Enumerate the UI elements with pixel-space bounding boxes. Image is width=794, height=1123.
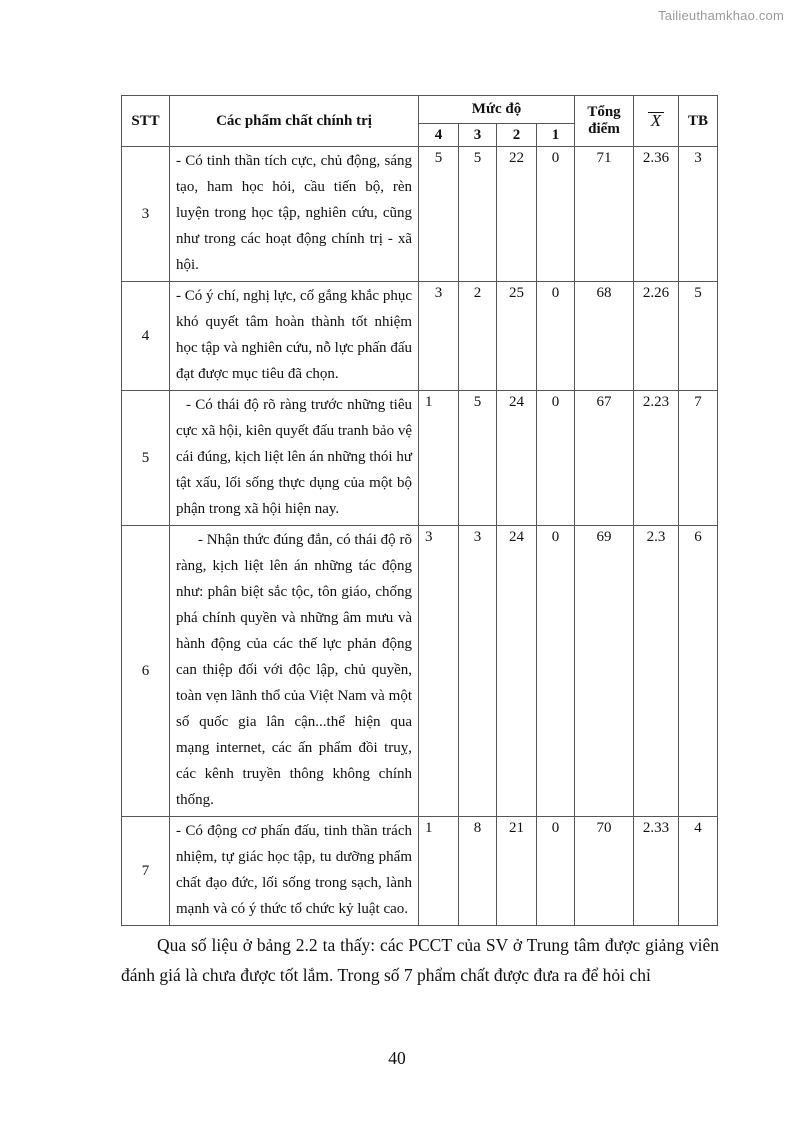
header-stt: STT	[122, 96, 170, 147]
row-level-4: 3	[419, 526, 459, 817]
row-total: 71	[575, 147, 634, 282]
row-level-4: 1	[419, 391, 459, 526]
row-level-1: 0	[537, 147, 575, 282]
row-level-3: 5	[459, 391, 497, 526]
row-level-4: 3	[419, 282, 459, 391]
row-rank: 3	[679, 147, 718, 282]
row-mean: 2.26	[634, 282, 679, 391]
mean-symbol: X	[648, 112, 664, 129]
row-stt: 3	[122, 147, 170, 282]
header-mean	[634, 96, 679, 147]
row-rank: 6	[679, 526, 718, 817]
row-level-4: 1	[419, 817, 459, 926]
row-quality-text: - Có tinh thần tích cực, chủ động, sáng tạo, ham học hỏi, cầu tiến bộ, rèn luyện trong học tập, nghiên cứu, cũng như trong các hoạt động chính trị - xã hội.	[170, 147, 419, 282]
body-paragraph: Qua số liệu ở bảng 2.2 ta thấy: các PCCT của SV ở Trung tâm được giảng viên đánh giá là chưa được tốt lắm. Trong số 7 phẩm chất được đưa ra để hỏi chỉ	[121, 935, 719, 985]
row-rank: 4	[679, 817, 718, 926]
header-level-4: 4	[419, 124, 459, 147]
header-level: Mức độ	[419, 96, 575, 124]
row-quality-text: - Có thái độ rõ ràng trước những tiêu cực xã hội, kiên quyết đấu tranh bảo vệ cái đúng, kịch liệt lên án những thói hư tật xấu, lối sống thực dụng của một bộ phận trong xã hội hiện nay.	[170, 391, 419, 526]
row-level-3: 8	[459, 817, 497, 926]
row-quality-text: - Có ý chí, nghị lực, cố gắng khắc phục khó quyết tâm hoàn thành tốt nhiệm học tập và nghiên cứu, nỗ lực phấn đấu đạt được mục tiêu đã chọn.	[170, 282, 419, 391]
row-total: 68	[575, 282, 634, 391]
row-stt: 5	[122, 391, 170, 526]
table-row	[122, 817, 718, 926]
row-level-1: 0	[537, 526, 575, 817]
row-mean: 2.3	[634, 526, 679, 817]
row-mean: 2.36	[634, 147, 679, 282]
header-level-2: 2	[497, 124, 537, 147]
header-qualities: Các phẩm chất chính trị	[170, 96, 419, 147]
row-level-2: 24	[497, 391, 537, 526]
header-rank: TB	[679, 96, 718, 147]
table-row	[122, 282, 718, 391]
row-stt: 4	[122, 282, 170, 391]
header-total-line2: điểm	[588, 121, 620, 137]
row-stt: 6	[122, 526, 170, 817]
row-level-2: 24	[497, 526, 537, 817]
row-mean: 2.33	[634, 817, 679, 926]
table-row	[122, 526, 718, 817]
row-rank: 7	[679, 391, 718, 526]
row-level-2: 22	[497, 147, 537, 282]
row-level-1: 0	[537, 817, 575, 926]
watermark: Tailieuthamkhao.com	[658, 8, 784, 23]
row-stt: 7	[122, 817, 170, 926]
row-level-3: 3	[459, 526, 497, 817]
row-total: 70	[575, 817, 634, 926]
header-total-line1: Tổng	[587, 104, 621, 120]
row-rank: 5	[679, 282, 718, 391]
row-quality-text: - Nhận thức đúng đắn, có thái độ rõ ràng, kịch liệt lên án những tác động như: phân biệt sắc tộc, tôn giáo, chống phá chính quyền và những âm mưu và hành động của các thế lực phản động can thiệp đối với độc lập, chủ quyền, toàn vẹn lãnh thổ của Việt Nam và một số quốc gia lân cận...thể hiện qua mạng internet, các ấn phẩm đồi truỵ, các kênh truyền thông không chính thống.	[170, 526, 419, 817]
row-level-3: 5	[459, 147, 497, 282]
header-level-1: 1	[537, 124, 575, 147]
table-row	[122, 391, 718, 526]
row-total: 69	[575, 526, 634, 817]
header-level-3: 3	[459, 124, 497, 147]
table-row	[122, 147, 718, 282]
row-mean: 2.23	[634, 391, 679, 526]
row-level-1: 0	[537, 282, 575, 391]
header-total	[575, 96, 634, 147]
row-level-2: 25	[497, 282, 537, 391]
row-level-4: 5	[419, 147, 459, 282]
row-level-1: 0	[537, 391, 575, 526]
page-number: 40	[388, 1048, 406, 1068]
row-quality-text: - Có động cơ phấn đấu, tinh thần trách nhiệm, tự giác học tập, tu dưỡng phẩm chất đạo đức, lối sống trong sạch, lành mạnh và có ý thức tổ chức kỷ luật cao.	[170, 817, 419, 926]
row-level-2: 21	[497, 817, 537, 926]
political-qualities-table	[121, 95, 718, 926]
row-total: 67	[575, 391, 634, 526]
row-level-3: 2	[459, 282, 497, 391]
